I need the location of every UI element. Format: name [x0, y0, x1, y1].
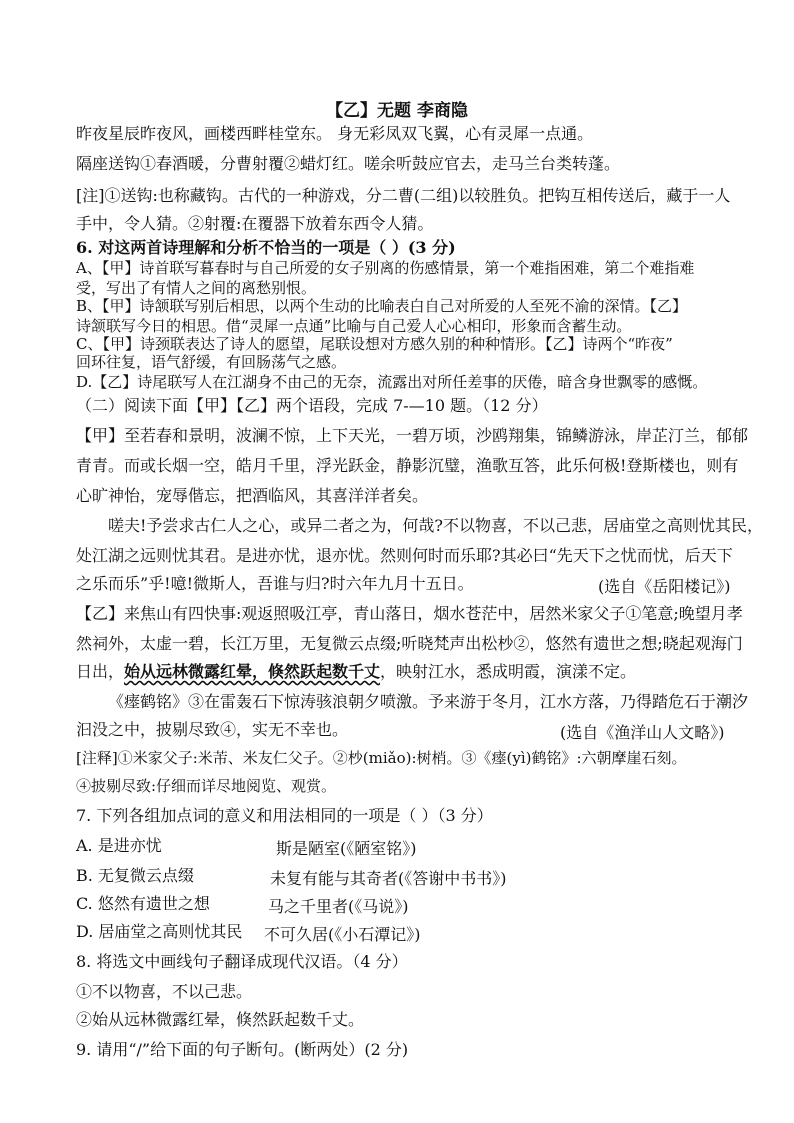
- poem-note-1: [注]①送钩:也称藏钩。古代的一种游戏，分二曹(二组)以较胜负。把钩互相传送后，藏于一人: [76, 186, 731, 205]
- passage-jia-source: (选自《岳阳楼记》): [598, 577, 731, 596]
- q7-option-a-right: 斯是陋室(《陋室铭》): [276, 839, 417, 858]
- q6-option-b-1: B、【甲】诗颔联写别后相思，以两个生动的比喻表白自己对所爱的人至死不渝的深情。【乙】: [76, 297, 688, 315]
- poem-line-1: 昨夜星辰昨夜风，画楼西畔桂堂东。 身无彩凤双飞翼，心有灵犀一点通。: [76, 124, 594, 143]
- question-7-stem: 7. 下列各组加点词的意义和用法相同的一项是（ ）（3 分）: [76, 806, 493, 825]
- question-6-stem: 6. 对这两首诗理解和分析不恰当的一项是（ ）(3 分): [76, 238, 456, 257]
- q7-option-d-right: 不可久居(《小石潭记》): [264, 925, 421, 944]
- passage-jia-line-3: 心旷神怡，宠辱偕忘，把酒临风，其喜洋洋者矣。: [76, 486, 429, 505]
- q8-sentence-1: ①不以物喜，不以己悲。: [76, 982, 253, 1001]
- q7-option-b-right: 未复有能与其奇者(《答谢中书书》): [270, 869, 507, 888]
- q7-option-b-left: B. 无复微云点缀: [76, 866, 194, 885]
- question-9-stem: 9. 请用“/”给下面的句子断句。(断两处）(2 分): [76, 1040, 409, 1059]
- q6-option-a-1: A、【甲】诗首联写暮春时与自己所爱的女子别离的伤感情景，第一个难指困难，第二个难指难: [76, 259, 695, 277]
- passage-yi-line-1: 【乙】来焦山有四快事:观返照吸江亭，青山落日，烟水苍茫中，居然米家父子①笔意;晚望月孝: [76, 604, 743, 623]
- q7-option-a-left: A. 是进亦忧: [76, 836, 162, 855]
- poem-line-2: 隔座送钩①春酒暖，分曹射覆②蜡灯红。嗟余听鼓应官去，走马兰台类转蓬。: [76, 154, 621, 173]
- q8-sentence-2: ②始从远林微露红晕，倏然跃起数千丈。: [76, 1010, 365, 1029]
- q6-option-c-2: 回环往复，语气舒缓，有回肠荡气之感。: [76, 353, 347, 371]
- underlined-sentence: 始从远林微露红晕，倏然跃起数千丈: [124, 662, 381, 681]
- passage-yi-source: (选自《渔洋山人文略》): [560, 723, 725, 742]
- poem-note-2: 手中，令人猜。②射覆:在覆器下放着东西令人猜。: [76, 214, 434, 233]
- passage-jia-line-1: 【甲】至若春和景明，波澜不惊，上下天光，一碧万顷，沙鸥翔集，锦鳞游泳，岸芷汀兰，郁郁: [76, 426, 749, 445]
- section-2-heading: （二）阅读下面【甲】【乙】两个语段，完成 7-—10 题。（12 分）: [76, 396, 548, 415]
- annotation-line-1: [注释]①米家父子:米芾、米友仁父子。②杪(miǎo):树梢。③《瘗(yì)鹤铭》:六朝摩崖石刻。: [76, 749, 687, 767]
- q6-option-c-1: C、【甲】诗颈联表达了诗人的愿望，尾联设想对方感久别的种种情形。【乙】诗两个“昨夜”: [76, 335, 673, 353]
- annotation-line-2: ④披剔尽致:仔细而详尽地阅览、观赏。: [76, 777, 337, 795]
- yi-line-3-end: ，映射江水，悉成明霞，演漾不定。: [380, 662, 637, 681]
- passage-yi-line-3: [76, 662, 636, 682]
- passage-yi-line-5: 汩没之中，披剔尽致④，实无不幸也。: [76, 720, 349, 739]
- passage-jia-line-6: 之乐而乐”乎!噫!微斯人，吾谁与归?时六年九月十五日。: [76, 574, 474, 593]
- q7-option-d-left: D. 居庙堂之高则忧其民: [76, 922, 243, 941]
- yi-line-3-start: 日出，: [76, 662, 125, 681]
- passage-jia-line-4: 嗟夫!予尝求古仁人之心，或异二者之为，何哉?不以物喜，不以己悲，居庙堂之高则忧其民，: [108, 516, 764, 535]
- passage-yi-line-2: 然祠外，太虚一碧，长江万里，无复微云点缀;听晓梵声出松杪②，悠然有遗世之想;晓起观海门: [76, 634, 743, 653]
- q7-option-c-right: 马之千里者(《马说》): [268, 897, 409, 916]
- passage-yi-line-4: 《瘗鹤铭》③在雷轰石下惊涛骇浪朝夕喷激。予来游于冬月，江水方落，乃得踏危石于潮汐: [108, 692, 749, 711]
- q7-option-c-left: C. 悠然有遗世之想: [76, 894, 210, 913]
- question-8-stem: 8. 将选文中画线句子翻译成现代汉语。（4 分）: [76, 952, 408, 971]
- passage-jia-line-5: 处江湖之远则忧其君。是进亦忧，退亦忧。然则何时而乐耶?其必曰“先天下之忧而忧，后天下: [76, 546, 733, 565]
- poem-title: 【乙】无题 李商隐: [326, 101, 468, 121]
- q6-option-d: D.【乙】诗尾联写人在江湖身不由己的无奈，流露出对所任差事的厌倦，暗含身世飘零的感慨。: [76, 373, 708, 391]
- passage-jia-line-2: 青青。而或长烟一空，皓月千里，浮光跃金，静影沉璧，渔歌互答，此乐何极!登斯楼也，则有: [76, 456, 739, 475]
- q6-option-b-2: 诗颔联写今日的相思。借“灵犀一点通”比喻与自己爱人心心相印，形象而含蓄生动。: [76, 317, 632, 335]
- q6-option-a-2: 受，写出了有情人之间的离愁别恨。: [76, 279, 317, 297]
